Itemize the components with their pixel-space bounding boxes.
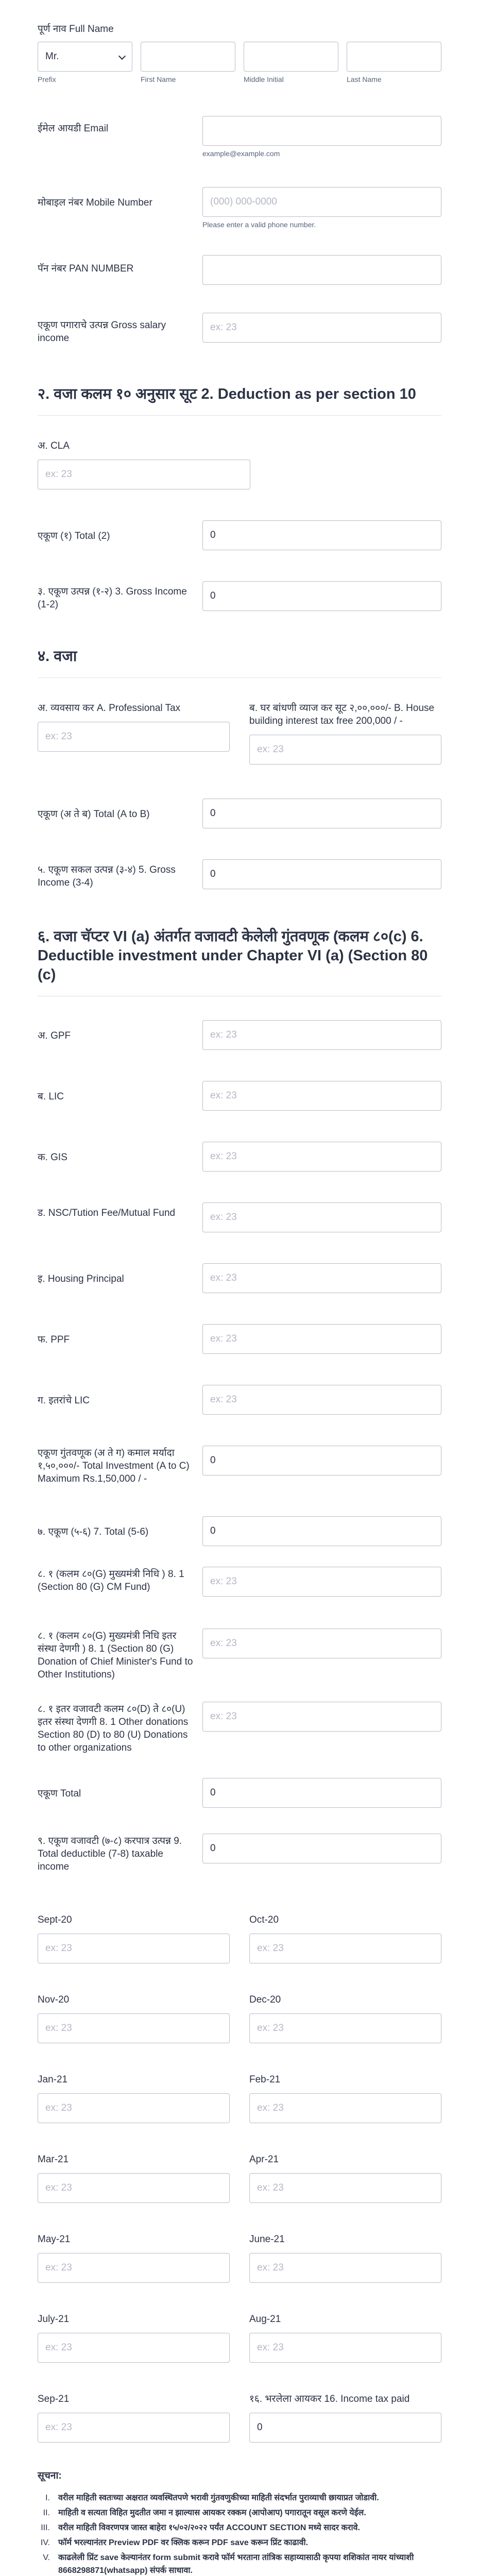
investment-field-wrap (202, 1020, 441, 1050)
gross-total-label: ५. एकूण सकल उत्पन्न (३-४) 5. Gross Income (3-4) (38, 865, 176, 888)
month-label: Oct-20 (249, 1914, 279, 1925)
month-input[interactable] (249, 2093, 441, 2123)
grand-total-input[interactable] (202, 1778, 441, 1808)
middle-initial-col (244, 42, 338, 84)
grand-total-label: एकूण Total (38, 1788, 81, 1799)
investment-label: फ. PPF (38, 1334, 70, 1345)
pan-question (38, 255, 441, 285)
note-text: फॉर्म भरल्यानंतर Preview PDF वर क्लिक करून PDF save करून प्रिंट काढावी. (58, 2538, 309, 2547)
prefix-col (38, 42, 132, 84)
pan-label: पॅन नंबर PAN NUMBER (38, 263, 134, 274)
last-name-col (347, 42, 441, 84)
total-56-label: ७. एकूण (५-६) 7. Total (5-6) (38, 1527, 149, 1537)
gross-income-label: ३. एकूण उत्पन्न (१-२) 3. Gross Income (1-2) (38, 586, 187, 610)
other-donations-field-wrap (202, 1702, 441, 1732)
month-col (38, 2233, 230, 2283)
month-row (38, 2313, 441, 2363)
total-56-field-wrap (202, 1516, 441, 1546)
other-fund-label: ८. १ (कलम ८०(G) मुख्यमंत्री निधि इतर संस्था देणगी ) 8. 1 (Section 80 (G) Donation of Chief Minister's Fund to Other Institutions) (38, 1631, 193, 1680)
cm-fund-input[interactable] (202, 1567, 441, 1597)
cla-label: अ. CLA (38, 440, 70, 451)
pan-input[interactable] (202, 255, 441, 285)
professional-tax-input[interactable] (38, 722, 230, 752)
month-label: May-21 (38, 2234, 71, 2245)
section-2-heading: २. वजा कलम १० अनुसार सूट 2. Deduction as per section 10 (38, 385, 441, 416)
investment-label: अ. GPF (38, 1030, 71, 1041)
total-56-input[interactable] (202, 1516, 441, 1546)
note-number: I. (45, 2494, 50, 2502)
section-4-pair (38, 702, 441, 765)
section-4-heading: ४. वजा (38, 647, 441, 678)
cm-fund-label: ८. १ (कलम ८०(G) मुख्यमंत्री निधि ) 8. 1 (Section 80 (G) CM Fund) (38, 1569, 184, 1592)
month-input[interactable] (38, 2333, 230, 2363)
taxable-income-label: ९. एकूण वजावटी (७-८) करपात्र उत्पन्न 9. Total deductible (7-8) taxable income (38, 1836, 182, 1872)
house-interest-label: ब. घर बांधणी व्याज कर सूट २,००,०००/- B. House building interest tax free 200,000 / - (249, 703, 435, 726)
month-row (38, 1993, 441, 2043)
month-col (249, 2153, 441, 2203)
middle-initial-input[interactable] (244, 42, 338, 72)
note-text: काढलेली प्रिंट save केल्यानंतर form submit करावे फॉर्म भरताना तांत्रिक सहाय्यासाठी कृपया शशिकांत नायर यांच्याशी 8668298871(whatsapp) संपर्क साधावा. (58, 2553, 414, 2575)
email-label: ईमेल आयडी Email (38, 123, 109, 134)
other-fund-input[interactable] (202, 1629, 441, 1658)
mobile-field-wrap (202, 187, 441, 229)
month-row (38, 2153, 441, 2203)
nsc-input[interactable] (202, 1202, 441, 1232)
mobile-label: मोबाइल नंबर Mobile Number (38, 197, 152, 208)
note-text: माहिती व सत्यता विहित मुदतीत जमा न झाल्यास आयकर रक्कम (आपोआप) पगारातून वसूल करणे येईल. (58, 2509, 366, 2517)
investment-item (38, 1202, 441, 1232)
first-name-col (141, 42, 235, 84)
gross-salary-question (38, 313, 441, 345)
total-ab-field-wrap (202, 799, 441, 828)
total-2-input[interactable] (202, 520, 441, 550)
grand-total-question (38, 1778, 441, 1808)
investment-item (38, 1324, 441, 1354)
total-investment-question (38, 1446, 441, 1485)
taxable-income-question (38, 1834, 441, 1873)
gross-salary-label: एकूण पगाराचे उत्पन्न Gross salary income (38, 320, 166, 344)
investment-item (38, 1081, 441, 1111)
note-text: वरील माहिती विवरणपत्र जास्त बाहेरा १५/०२/२०२२ पर्यंत ACCOUNT SECTION मध्ये सादर करावे. (58, 2523, 360, 2532)
month-col (38, 2073, 230, 2123)
month-col (249, 2313, 441, 2363)
month-col (38, 2393, 230, 2443)
gross-salary-field-wrap (202, 313, 441, 343)
total-investment-label: एकूण गुंतवणूक (अ ते ग) कमाल मर्यादा १,५०,०००/- Total Investment (A to C) Maximum Rs.1,50,000 / - (38, 1448, 190, 1484)
other-fund-field-wrap (202, 1629, 441, 1658)
month-label: Apr-21 (249, 2154, 279, 2165)
month-label: Sep-21 (38, 2394, 70, 2404)
list-item (38, 2521, 441, 2534)
month-input[interactable] (249, 2013, 441, 2043)
professional-tax-col (38, 702, 230, 765)
total-ab-label: एकूण (अ ते ब) Total (A to B) (38, 809, 150, 820)
investment-field-wrap (202, 1263, 441, 1293)
month-input[interactable] (38, 1934, 230, 1963)
month-col (249, 1993, 441, 2043)
investment-label: इ. Housing Principal (38, 1274, 124, 1284)
month-row (38, 2393, 441, 2443)
month-input[interactable] (38, 2173, 230, 2203)
gross-income-field-wrap (202, 581, 441, 611)
gpf-input[interactable] (202, 1020, 441, 1050)
month-row (38, 1913, 441, 1963)
list-item (38, 2536, 441, 2549)
investment-field-wrap (202, 1324, 441, 1354)
house-interest-col (249, 702, 441, 765)
investment-label: ग. इतरांचे LIC (38, 1395, 90, 1406)
cla-question (38, 439, 441, 489)
note-number: IV. (40, 2538, 50, 2547)
middle-initial-sublabel: Middle Initial (244, 75, 284, 83)
prefix-value: Mr. (45, 51, 59, 62)
investment-label: ब. LIC (38, 1091, 64, 1102)
other-donations-input[interactable] (202, 1702, 441, 1732)
marathi-notes-title: सूचना: (38, 2470, 62, 2481)
other-lic-input[interactable] (202, 1385, 441, 1415)
total-ab-question (38, 799, 441, 828)
list-item (38, 2506, 441, 2519)
month-label: July-21 (38, 2314, 70, 2325)
monthly-tax-grid (38, 1913, 441, 2443)
cm-fund-field-wrap (202, 1567, 441, 1597)
month-input[interactable] (249, 2253, 441, 2283)
income-tax-paid-col (249, 2393, 441, 2443)
gross-total-input[interactable] (202, 859, 441, 889)
investment-field-wrap (202, 1142, 441, 1172)
month-label: Dec-20 (249, 1994, 281, 2005)
full-name-question (38, 23, 441, 84)
email-input[interactable] (202, 116, 441, 146)
month-col (38, 2313, 230, 2363)
investment-field-wrap (202, 1202, 441, 1232)
investment-label: ड. NSC/Tution Fee/Mutual Fund (38, 1208, 176, 1218)
month-col (249, 1913, 441, 1963)
month-col (249, 2073, 441, 2123)
first-name-sublabel: First Name (141, 75, 176, 83)
grand-total-field-wrap (202, 1778, 441, 1808)
first-name-input[interactable] (141, 42, 235, 72)
note-number: II. (43, 2509, 50, 2517)
income-tax-paid-input[interactable] (249, 2413, 441, 2443)
investment-label: क. GIS (38, 1152, 67, 1163)
gross-salary-input[interactable] (202, 313, 441, 343)
gross-total-question (38, 859, 441, 889)
month-col (38, 1913, 230, 1963)
month-input[interactable] (249, 2333, 441, 2363)
mobile-sublabel: Please enter a valid phone number. (202, 221, 316, 229)
taxable-income-input[interactable] (202, 1834, 441, 1863)
investment-item (38, 1020, 441, 1050)
full-name-inputs (38, 42, 441, 84)
investment-list (38, 1020, 441, 1415)
month-input[interactable] (38, 2013, 230, 2043)
house-interest-input[interactable] (249, 735, 441, 765)
full-name-label: पूर्ण नाव Full Name (38, 24, 114, 35)
investment-item (38, 1385, 441, 1415)
lic-input[interactable] (202, 1081, 441, 1111)
total-2-question (38, 520, 441, 550)
income-tax-paid-label: १६. भरलेला आयकर 16. Income tax paid (249, 2394, 410, 2404)
mobile-question (38, 187, 441, 229)
month-row (38, 2233, 441, 2283)
month-label: Mar-21 (38, 2154, 69, 2165)
investment-item (38, 1263, 441, 1293)
marathi-notes (38, 2469, 441, 2576)
month-label: Nov-20 (38, 1994, 70, 2005)
last-name-input[interactable] (347, 42, 441, 72)
month-input[interactable] (249, 1934, 441, 1963)
pan-field-wrap (202, 255, 441, 285)
sep21-input[interactable] (38, 2413, 230, 2443)
gis-input[interactable] (202, 1142, 441, 1172)
note-number: V. (43, 2553, 50, 2562)
chevron-down-icon (118, 53, 126, 60)
other-fund-question (38, 1629, 441, 1681)
email-sublabel: example@example.com (202, 149, 280, 158)
housing-principal-input[interactable] (202, 1263, 441, 1293)
section-6-heading: ६. वजा चॅप्टर VI (a) अंतर्गत वजावटी केलेली गुंतवणूक (कलम ८०(c) 6. Deductible investment under Chapter VI (a) (Section 80 (c) (38, 927, 441, 996)
month-input[interactable] (38, 2253, 230, 2283)
mobile-input[interactable] (202, 187, 441, 217)
ppf-input[interactable] (202, 1324, 441, 1354)
month-col (38, 1993, 230, 2043)
total-2-field-wrap (202, 520, 441, 550)
total-investment-input[interactable] (202, 1446, 441, 1476)
month-row (38, 2073, 441, 2123)
month-label: Sept-20 (38, 1914, 72, 1925)
total-2-label: एकूण (१) Total (2) (38, 531, 110, 541)
last-name-sublabel: Last Name (347, 75, 382, 83)
month-col (249, 2233, 441, 2283)
list-item (38, 2492, 441, 2504)
total-56-question (38, 1516, 441, 1546)
professional-tax-label: अ. व्यवसाय कर A. Professional Tax (38, 703, 181, 714)
total-ab-input[interactable] (202, 799, 441, 828)
list-item (38, 2551, 441, 2576)
taxable-income-field-wrap (202, 1834, 441, 1863)
month-col (38, 2153, 230, 2203)
month-label: Feb-21 (249, 2074, 281, 2085)
month-input[interactable] (249, 2173, 441, 2203)
note-number: III. (41, 2523, 50, 2532)
gross-total-field-wrap (202, 859, 441, 889)
other-donations-label: ८. १ इतर वजावटी कलम ८०(D) ते ८०(U) इतर संस्था देणगी 8. 1 Other donations Section 80 (D) to 80 (U) Donations to other organizations (38, 1704, 189, 1753)
investment-field-wrap (202, 1081, 441, 1111)
note-text: वरील माहिती स्वतःच्या अक्षरात व्यवस्थितपणे भरावी गुंतवणुकीच्या माहिती संदर्भात पुराव्याची छायाप्रत जोडावी. (58, 2494, 379, 2502)
month-input[interactable] (38, 2093, 230, 2123)
prefix-select[interactable] (38, 42, 132, 72)
email-question (38, 116, 441, 158)
email-field-wrap (202, 116, 441, 158)
gross-income-question (38, 581, 441, 611)
month-label: Jan-21 (38, 2074, 68, 2085)
cla-input[interactable] (38, 460, 250, 489)
month-label: Aug-21 (249, 2314, 281, 2325)
gross-income-input[interactable] (202, 581, 441, 611)
total-investment-field-wrap (202, 1446, 441, 1476)
other-donations-question (38, 1702, 441, 1754)
cm-fund-question (38, 1567, 441, 1597)
month-label: June-21 (249, 2234, 285, 2245)
prefix-sublabel: Prefix (38, 75, 56, 83)
marathi-notes-list (38, 2492, 441, 2576)
investment-item (38, 1142, 441, 1172)
investment-field-wrap (202, 1385, 441, 1415)
